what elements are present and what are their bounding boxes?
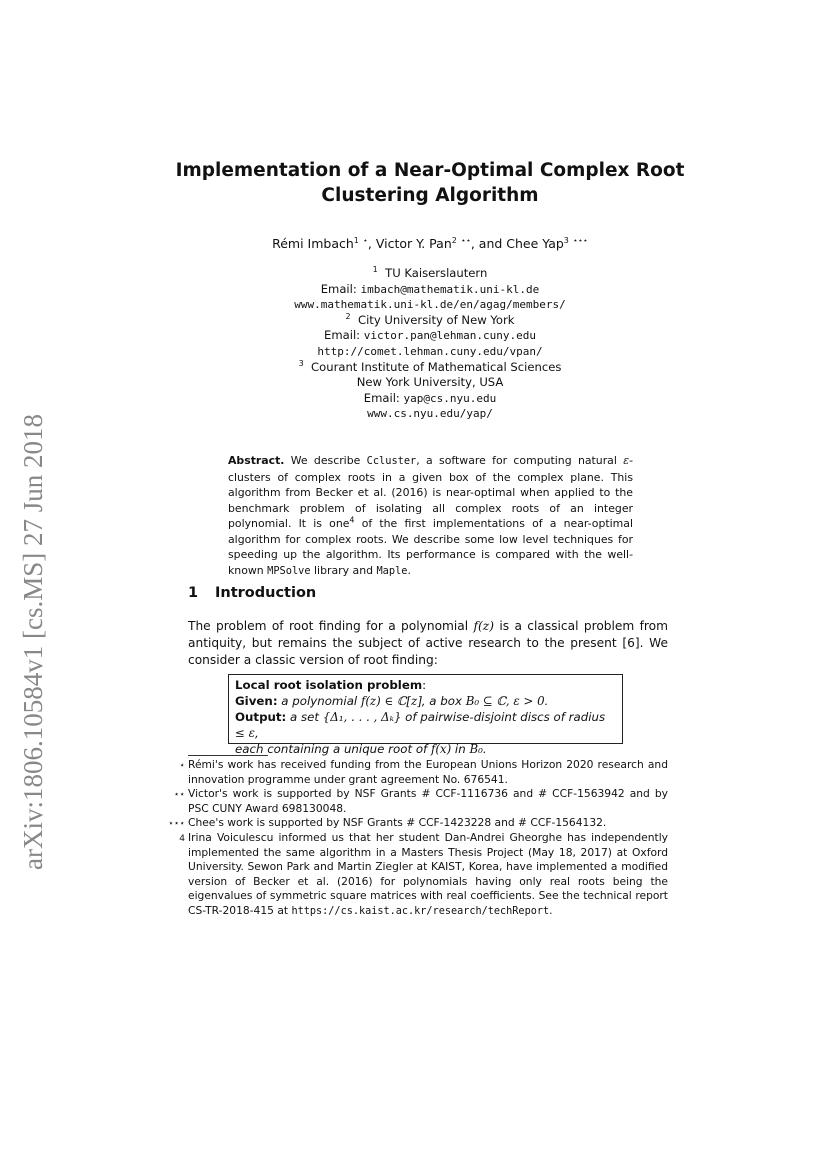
email-link[interactable]: victor.pan@lehman.cuny.edu: [363, 329, 536, 343]
affil-1-email: [150, 282, 710, 298]
problem-given-line: [235, 693, 616, 709]
math: B₀ ⊆ ℂ, ε > 0: [465, 694, 545, 708]
problem-box: [228, 674, 623, 756]
given-text: a polynomial: [277, 694, 361, 708]
abstract-text: .: [407, 563, 411, 577]
author-1-fn-mark: ⋆: [362, 235, 368, 245]
footnotes: [168, 758, 668, 920]
footnote-text: Chee's work is supported by NSF Grants # CCF-1423228 and # CCF-1564132.: [188, 816, 607, 830]
math: f(z) ∈ ℂ[z]: [360, 694, 422, 708]
footnote-rule: [188, 755, 268, 756]
problem-colon: :: [422, 678, 427, 692]
affil-2-url[interactable]: http://comet.lehman.cuny.edu/vpan/: [317, 344, 543, 358]
abstract: [228, 453, 633, 579]
output-text: in: [451, 742, 470, 756]
affil-2-email: [150, 328, 710, 344]
affil-2-name: [150, 313, 710, 329]
math: {Δ₁, . . . , Δₖ}: [322, 710, 402, 724]
problem-heading: Local root isolation problem: [235, 678, 423, 692]
footnote-text: Rémi's work has received funding from the European Unions Horizon 2020 research and innovation programme under grant agreement No. 676541.: [188, 758, 668, 786]
abstract-label: Abstract.: [228, 454, 285, 467]
code-ccluster: Ccluster: [366, 455, 417, 467]
author-sep: ,: [367, 236, 376, 251]
footnote-mark: ⋆⋆: [173, 790, 185, 801]
email-label: Email:: [363, 390, 404, 405]
author-2-fn-mark: ⋆⋆: [460, 235, 471, 245]
author-list: [150, 236, 710, 251]
output-text: .: [482, 742, 487, 756]
abstract-text: of the first implementations of a near-optimal algorithm for complex roots. We describe some low level techniques for speeding up the algorithm. Its performance is compared with the well-known: [228, 517, 633, 577]
footnote-3: [168, 816, 668, 831]
email-link[interactable]: imbach@mathematik.uni-kl.de: [360, 282, 540, 296]
output-text: of pairwise-disjoint discs of radius: [401, 710, 606, 724]
affil-sup: 1: [372, 265, 378, 275]
section-number: 1: [188, 585, 199, 601]
math-fz: f(z): [473, 619, 494, 633]
footnote-1: [173, 758, 668, 787]
math: ≤ ε: [235, 726, 255, 740]
given-text: .: [544, 694, 549, 708]
code-maple: Maple: [376, 564, 408, 577]
abstract-text: library and: [310, 563, 377, 577]
affil-3-url[interactable]: www.cs.nyu.edu/yap/: [367, 407, 493, 421]
author-3-affil-sup: 3: [563, 235, 569, 245]
math: B₀: [469, 742, 483, 756]
code-mpsolve: MPSolve: [267, 564, 311, 577]
section-heading: [188, 585, 316, 601]
footnote-text: .: [549, 903, 553, 917]
footnote-4: [173, 831, 668, 920]
math-epsilon: ε: [623, 454, 630, 467]
affil-1-name: [150, 266, 710, 282]
affil-name: City University of New York: [357, 312, 515, 327]
affil-sup: 2: [345, 311, 351, 321]
problem-heading-line: [235, 677, 616, 693]
section-title: Introduction: [215, 585, 317, 601]
affiliations: [150, 266, 710, 422]
output-text: a set: [286, 710, 323, 724]
affil-sup: 3: [298, 358, 304, 368]
footnote-mark: 4: [179, 833, 185, 844]
abstract-text: We describe: [284, 454, 367, 467]
footnote-text: Victor's work is supported by NSF Grants # CCF-1116736 and # CCF-1563942 and by PSC CUNY Award 698130048.: [188, 787, 668, 815]
affil-1-url[interactable]: www.mathematik.uni-kl.de/en/agag/members/: [294, 298, 566, 312]
author-1: Rémi Imbach: [272, 236, 354, 251]
author-1-affil-sup: 1: [353, 235, 359, 245]
techreport-link[interactable]: https://cs.kaist.ac.kr/research/techReport: [291, 905, 550, 917]
author-2-affil-sup: 2: [451, 235, 457, 245]
problem-output-line: [235, 709, 616, 741]
footnote-mark: ⋆: [179, 761, 185, 771]
footnote-text: Irina Voiculescu informed us that her student Dan-Andrei Gheorghe has independently implemented the same algorithm in a Masters Thesis Project (May 18, 2017) at Oxford University. Sewon Park and Martin Ziegler at KAIST, Korea, have implemented a modified version of Becker et al. (2016) for polynomials having only real roots being the eigenvalues of symmetric square matrices with real coefficients. See the technical report CS-TR-2018-415 at: [188, 830, 668, 917]
affil-3-email: [150, 391, 710, 407]
problem-output-line-2: [235, 741, 616, 757]
output-text: ,: [254, 726, 259, 740]
author-3: Chee Yap: [506, 236, 564, 251]
abstract-text: -clusters of complex roots in a given box of the complex plane. This algorithm from Becker et al. (2016) is near-optimal when applied to the benchmark problem of isolating all complex roots of an integer polynomial. It is one: [228, 454, 633, 530]
title-line-2: Clustering Algorithm: [321, 185, 539, 206]
given-label: Given:: [235, 694, 278, 708]
output-text: each containing a unique root of: [235, 742, 431, 756]
author-3-fn-mark: ⋆⋆⋆: [572, 235, 588, 245]
math: f(x): [430, 742, 452, 756]
email-label: Email:: [324, 328, 364, 343]
footnote-mark: ⋆⋆⋆: [168, 819, 185, 830]
author-2: Victor Y. Pan: [375, 236, 452, 251]
paper-title: [150, 158, 710, 208]
affil-3-name-2: New York University, USA: [356, 375, 504, 390]
email-link[interactable]: yap@cs.nyu.edu: [403, 391, 497, 405]
footnote-ref-4[interactable]: 4: [349, 515, 355, 525]
affil-name: Courant Institute of Mathematical Sciences: [311, 359, 562, 374]
given-text: , a box: [421, 694, 466, 708]
abstract-text: , a software for computing natural: [416, 454, 624, 467]
affil-3-name: [150, 360, 710, 376]
arxiv-side-stamp: arXiv:1806.10584v1 [cs.MS] 27 Jun 2018: [18, 414, 48, 870]
email-label: Email:: [320, 281, 361, 296]
intro-text: The problem of root finding for a polynomial: [188, 619, 474, 633]
affil-name: TU Kaiserslautern: [385, 266, 488, 280]
author-sep: , and: [470, 236, 507, 251]
intro-paragraph: [188, 618, 668, 669]
footnote-2: [173, 787, 668, 816]
output-label: Output:: [235, 710, 287, 724]
title-line-1: Implementation of a Near-Optimal Complex Root: [175, 160, 685, 181]
intro-text: is a classical problem from antiquity, but remains the subject of active research to the present [6]. We consider a classic version of root finding:: [188, 619, 668, 667]
